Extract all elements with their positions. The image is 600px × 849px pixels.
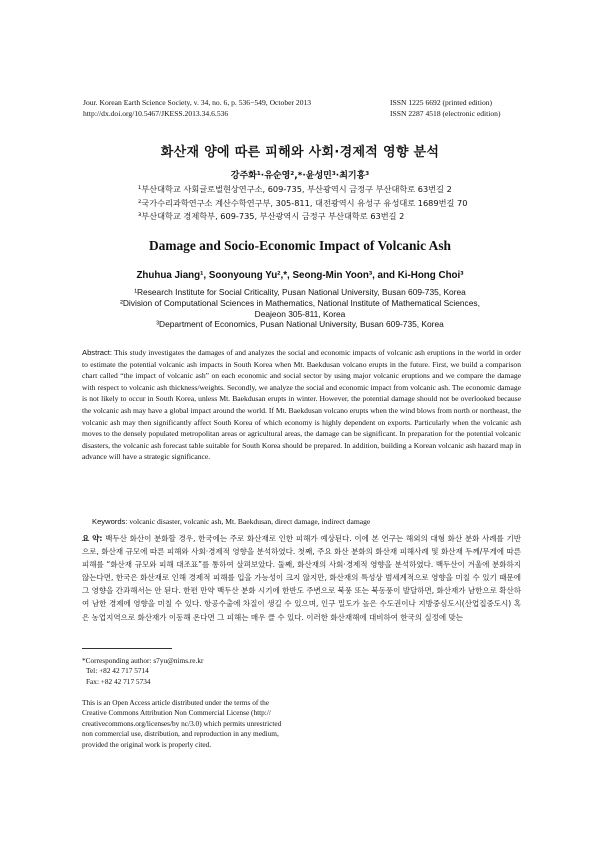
abstract	[82, 347, 521, 463]
korean-authors: 강주화¹·유순영²,*·윤성민³·최기홍³	[230, 171, 370, 181]
abstract-text: This study investigates the damages of and analyzes the social and economic impacts of volcanic ash eruptions in the world in order to estimate the potential volcanic ash impacts in South Korea when Mt. Baekdusan volcano erupts in the future. First, we build a comparison chart called “the impact of volcanic ash” on each economic and social sector by using major volcanic eruptions and we compare the damage with respect to volcanic ash thickness/weights. Secondly, we analyze the social and economic impact from volcanic ash. The economic damage is not likely to occur in South Korea, unless Mt. Baekdusan erupts in winter. However, the potential damage should not be overlooked because the volcanic ash may have a global impact around the world. If Mt. Baekdusan volcano erupts when the wind blows from north or northeast, the volcanic ash may then significantly affect South Korea of which economy is highly dependent on exports. Particularly when the volcanic ash moves to the densely populated metropolitan areas or agricultural areas, the damage can be significant. In preparation for the potential volcanic disasters, the volcanic ash forecast table suitable for South Korea should be prepared. In addition, building a Korean volcanic ash hazard map in advance will have a strategic significance.	[82, 348, 521, 462]
korean-abstract	[82, 532, 521, 624]
corresponding-author: *Corresponding author: s7yu@nims.re.kr	[82, 656, 204, 665]
korean-affiliations	[138, 183, 558, 224]
journal-citation: Jour. Korean Earth Science Society, v. 34, no. 6, p. 536−549, October 2013	[83, 98, 312, 107]
english-affiliation-1: ¹Research Institute for Social Criticality, Pusan National University, Busan 609-735, Korea	[134, 287, 466, 297]
english-authors: Zhuhua Jiang¹, Soonyoung Yu²,*, Seong-Min Yoon³, and Ki-Hong Choi³	[136, 270, 464, 281]
license-line-5: provided the original work is properly cited.	[82, 739, 212, 749]
doi-link[interactable]: http://dx.doi.org/10.5467/JKESS.2013.34.6.536	[83, 109, 229, 118]
abstract-label: Abstract:	[82, 348, 112, 357]
english-affiliation-2: ²Division of Computational Sciences in Mathematics, National Institute of Mathematical Sciences,	[120, 297, 480, 308]
korean-abstract-text: 백두산 화산이 분화할 경우, 한국에는 주로 화산재로 인한 피해가 예상된다. 이에 본 연구는 해외의 대형 화산 분화 사례를 기반으로, 화산재 규모에 따른 피해와 사회·경제적 영향을 분석하였다. 첫째, 주요 화산 분화의 화산재 피해사례 및 화산재 두께/무게에 따른 피해를 “화산재 규모와 피해 대조표”를 통하여 살펴보았다. 둘째, 화산재의 사회·경제적 영향을 분석하였다. 백두산이 겨울에 분화하지 않는다면, 한국은 화산재로 인해 경제적 피해를 입을 가능성이 크지 않지만, 화산재의 특성상 범세계적으로 영향을 미칠 수 있기 때문에 그 영향을 간과해서는 안 된다. 한편 만약 백두산 분화 시기에 한반도 주변으로 북풍 또는 북동풍이 발달하면, 화산재가 남한으로 확산하여 남한 경제에 영향을 미칠 수 있다. 항공수출에 차질이 생길 수 있으며, 인구 밀도가 높은 수도권이나 지방중심도시(산업집중도시) 혹은 농업지역으로 화산재가 이동해 온다면 그 피해는 매우 클 수 있다. 이러한 화산재해에 대비하여 한국의 실정에 맞는	[82, 534, 521, 622]
fax-number: Fax: +82 42 717 5734	[86, 676, 151, 686]
korean-affiliation-2: ²국가수리과학연구소 계산수학연구부, 305-811, 대전광역시 유성구 유성대로 1689번길 70	[138, 197, 468, 208]
english-affiliation-4: ³Department of Economics, Pusan National University, Busan 609-735, Korea	[156, 319, 444, 330]
english-affiliation-3: Deajeon 305-811, Korea	[254, 308, 346, 319]
issn-print: ISSN 1225 6692 (printed edition)	[390, 98, 493, 107]
english-title: Damage and Socio-Economic Impact of Volcanic Ash	[148, 238, 452, 253]
license-line-4: non commercial use, distribution, and reproduction in any medium,	[82, 729, 279, 739]
license-notice	[82, 698, 281, 750]
keywords-label: Keywords:	[92, 517, 128, 526]
korean-affiliation-1: ¹부산대학교 사회글로벌현상연구소, 609-735, 부산광역시 금정구 부산대학로 63번길 2	[138, 184, 452, 194]
license-line-3: creativecommons.org/licenses/by nc/3.0) which permits unrestricted	[82, 718, 282, 728]
issn-electronic: ISSN 2287 4518 (electronic edition)	[390, 109, 501, 118]
korean-abstract-label: 요 약:	[82, 534, 103, 543]
korean-affiliation-3: ³부산대학교 경제학부, 609-735, 부산광역시 금정구 부산대학로 63번길 2	[138, 211, 405, 221]
keywords	[92, 517, 370, 526]
corresponding-note	[82, 656, 203, 687]
tel-number: Tel: +82 42 717 5714	[86, 666, 149, 676]
license-line-1: This is an Open Access article distributed under the terms of the	[82, 698, 270, 707]
license-line-2: Creative Commons Attribution Non Commercial License (http://	[82, 708, 271, 718]
keywords-text: volcanic disaster, volcanic ash, Mt. Baekdusan, direct damage, indirect damage	[129, 517, 371, 526]
english-affiliations	[0, 287, 600, 330]
footnote-divider	[82, 648, 172, 649]
korean-title: 화산재 양에 따른 피해와 사회·경제적 영향 분석	[160, 145, 440, 160]
